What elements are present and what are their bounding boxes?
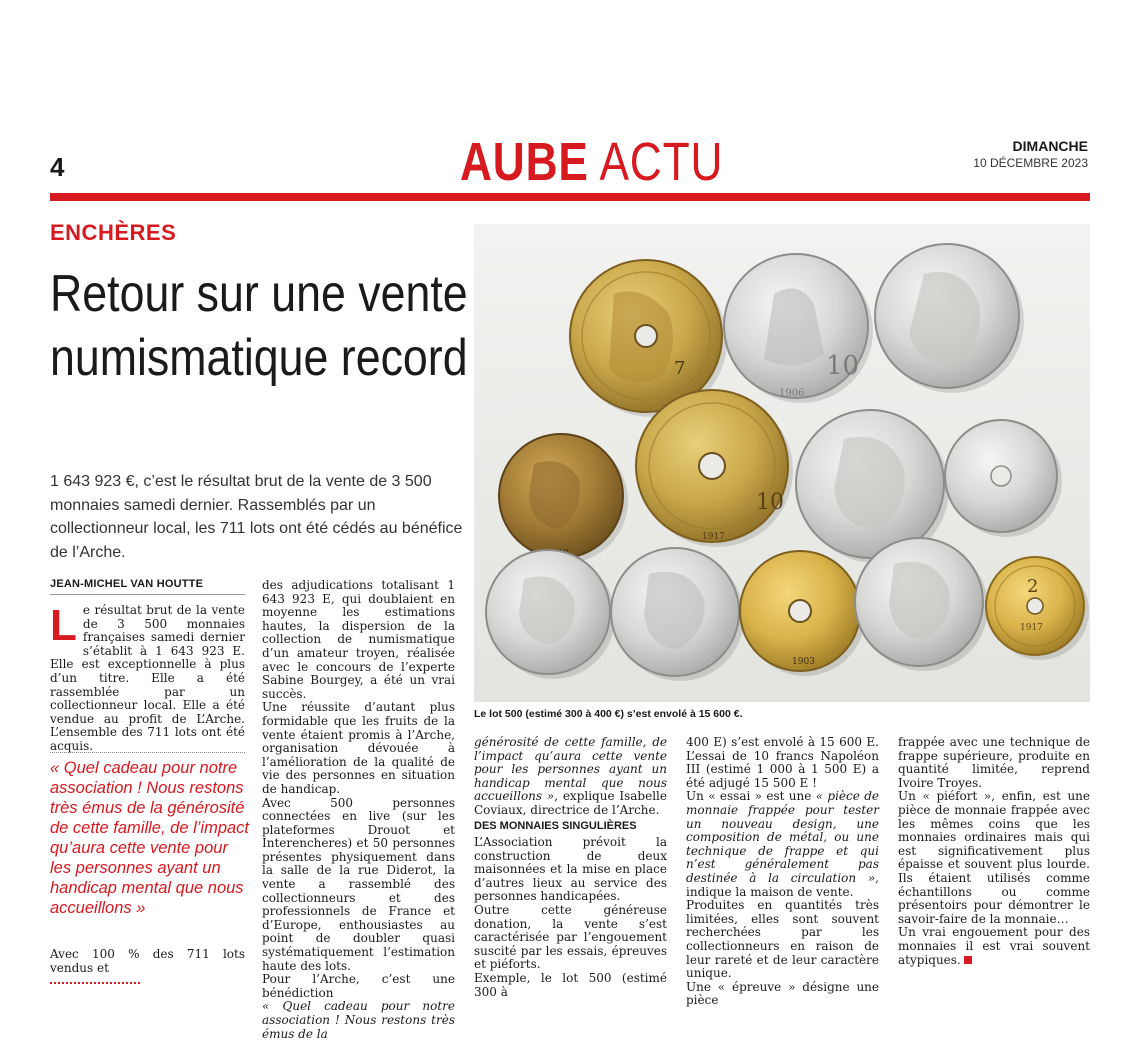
column-3 (474, 736, 667, 818)
masthead (460, 132, 723, 192)
body-paragraph: Une réussite d’autant plus formidable que les fruits de la vente étaient promis à l’Arche, organisation dévouée à l’amélioration de la qualité de vie des personnes en situation de handicap. (262, 700, 455, 796)
photo-caption: Le lot 500 (estimé 300 à 400 €) s’est envolé à 15 600 €. (474, 708, 743, 720)
coin-silver-row3d (855, 538, 983, 666)
drop-cap: L (50, 601, 77, 650)
body-text: , indique la maison de vente. (686, 870, 879, 899)
coin-silver-large (796, 410, 944, 558)
coins-illustration (474, 224, 1090, 702)
column-4 (686, 736, 879, 1008)
section-rubric: ENCHÈRES (50, 220, 177, 245)
coin-brass-2 (986, 557, 1084, 655)
subhead: DES MONNAIES SINGULIÈRES (474, 820, 637, 832)
coin-year: 1917 (1020, 623, 1043, 633)
coin-label: 2 (1027, 576, 1039, 597)
coin-year: 1906 (779, 388, 805, 399)
end-mark-icon (964, 956, 972, 964)
body-paragraph (686, 790, 879, 899)
body-paragraph: Avec 100 % des 711 lots vendus et (50, 947, 245, 975)
article-headline: Retour sur une vente numismatique record (50, 265, 468, 387)
coin-year: 1903 (792, 657, 815, 667)
coin-bronze-holed (740, 551, 860, 671)
coin-silver-10 (724, 254, 868, 399)
coin-silver-marianne (875, 244, 1019, 388)
body-text: Un vrai engouement pour des monnaies il est vrai souvent atypiques. (898, 925, 1090, 967)
coin-label: 10 (756, 490, 784, 515)
coin-label: 7 (674, 358, 686, 379)
masthead-light: ACTU (599, 132, 724, 192)
body-paragraph: des adjudications totalisant 1 643 923 E, qui doublaient en moyenne les estimations hautes, la dispersion de la collection de numismatique d’un amateur troyen, réalisée avec le concours de l’experte Sabine Bourgey, a été un vrai succès. (262, 578, 455, 701)
body-paragraph: L’Association prévoit la construction de deux maisonnées et la mise en place d’autres lieux au service des personnes handicapées. (474, 835, 667, 904)
column-1-bottom (50, 948, 245, 975)
body-paragraph: Produites en quantités très limitées, elles sont souvent recherchées par les collectionneurs en raison de leur rareté et de leur caractère unique. (686, 898, 879, 981)
body-paragraph: 400 E) s’est envolé à 15 600 E. L’essai de 10 francs Napoléon III (estimé 1 000 à 1 500 E) a été adjugé 15 500 E ! (686, 735, 879, 790)
coin-silver-row3a (486, 550, 610, 674)
byline-rule (50, 594, 245, 595)
article-lead: 1 643 923 €, c’est le résultat brut de la vente de 3 500 monnaies samedi dernier. Rassemblés par un collectionneur local, les 711 lots ont été cédés au bénéfice de l’Arche. (50, 473, 463, 561)
coin-gold-10-holed (636, 390, 788, 542)
edition-day: DIMANCHE (1012, 138, 1088, 154)
coins-photo (474, 224, 1090, 702)
body-paragraph: Avec 500 personnes connectées en live (sur les plateformes Drouot et Interencheres) et 50 personnes présentes physiquement dans la salle de la rue Diderot, la vente a rassemblé des collectionneurs et des professionnels de France et d’Europe, enthousiastes au point de doubler quasi systématiquement l’estimation haute des lots. (262, 795, 455, 973)
body-paragraph: Pour l’Arche, c’est une bénédiction (262, 972, 455, 1000)
coin-gold-holed (570, 260, 722, 412)
body-paragraph: Un « piéfort », enfin, est une pièce de monnaie frappée avec les mêmes coins que les monnaies ordinaires mais qui est significativement plus épaisse et souvent plus lourde. Ils étaient utilisés comme échantillons ou comme présentoirs pour démontrer le savoir-faire de la monnaie… (898, 789, 1090, 926)
body-paragraph: frappée avec une technique de frappe supérieure, produite en quantité limitée, reprend Ivoire Troyes. (898, 735, 1090, 790)
body-paragraph (898, 926, 1090, 967)
coin-year: 1917 (702, 532, 725, 542)
byline: JEAN-MICHEL VAN HOUTTE (50, 578, 204, 590)
masthead-bold: AUBE (460, 132, 589, 192)
body-paragraph: Une « épreuve » désigne une pièce (686, 979, 879, 1008)
body-paragraph: « Quel cadeau pour notre association ! Nous restons très émus de la (262, 999, 455, 1041)
coin-silver-small-holed (945, 420, 1057, 532)
column-1-top (50, 601, 245, 754)
bottom-decoration (50, 982, 140, 992)
column-5 (898, 736, 1090, 967)
quote-text: « pièce de monnaie frappée pour tester un nouveau design, une composition de métal, ou une technique de frappe et qui n’est généralement pas destinée à la circulation » (686, 789, 879, 885)
body-paragraph (50, 601, 245, 754)
quote-text: générosité de cette famille, de l’impact qu’aura cette vente pour les personnes ayant un handicap mental que nous accueillons » (474, 735, 667, 804)
body-text: e résultat brut de la vente de 3 500 monnaies françaises samedi dernier s’établit à 1 643 923 E. Elle est exceptionnelle à plus d’un titre. Elle a été rassemblée par un collectionneur local. Elle a été vendue au profit de L’Arche. L’ensemble des 711 lots ont été acquis. (50, 603, 245, 753)
quote-divider (50, 752, 245, 753)
body-paragraph: Outre cette généreuse donation, la vente s’est caractérisée par l’engouement suscité par les essais, épreuves et piéforts. (474, 902, 667, 972)
header-rule (50, 193, 1090, 201)
pull-quote: « Quel cadeau pour notre association ! Nous restons très émus de la générosité de cette famille, de l’impact qu’aura cette vente pour les personnes ayant un handicap mental que nous accueillons » (50, 759, 250, 917)
column-3-bottom (474, 836, 667, 999)
body-paragraph: Exemple, le lot 500 (estimé 300 à (474, 970, 667, 999)
edition-date: 10 DÉCEMBRE 2023 (973, 156, 1088, 170)
page-number: 4 (50, 152, 65, 182)
body-text: Un « essai » est une (686, 789, 816, 804)
coin-silver-row3b (611, 548, 739, 676)
body-paragraph (474, 736, 667, 818)
body-text: , explique Isabelle Coviaux, directrice de l’Arche. (474, 789, 667, 817)
coin-bronze (499, 434, 623, 559)
column-2 (262, 579, 455, 1041)
coin-label: 10 (826, 351, 860, 381)
